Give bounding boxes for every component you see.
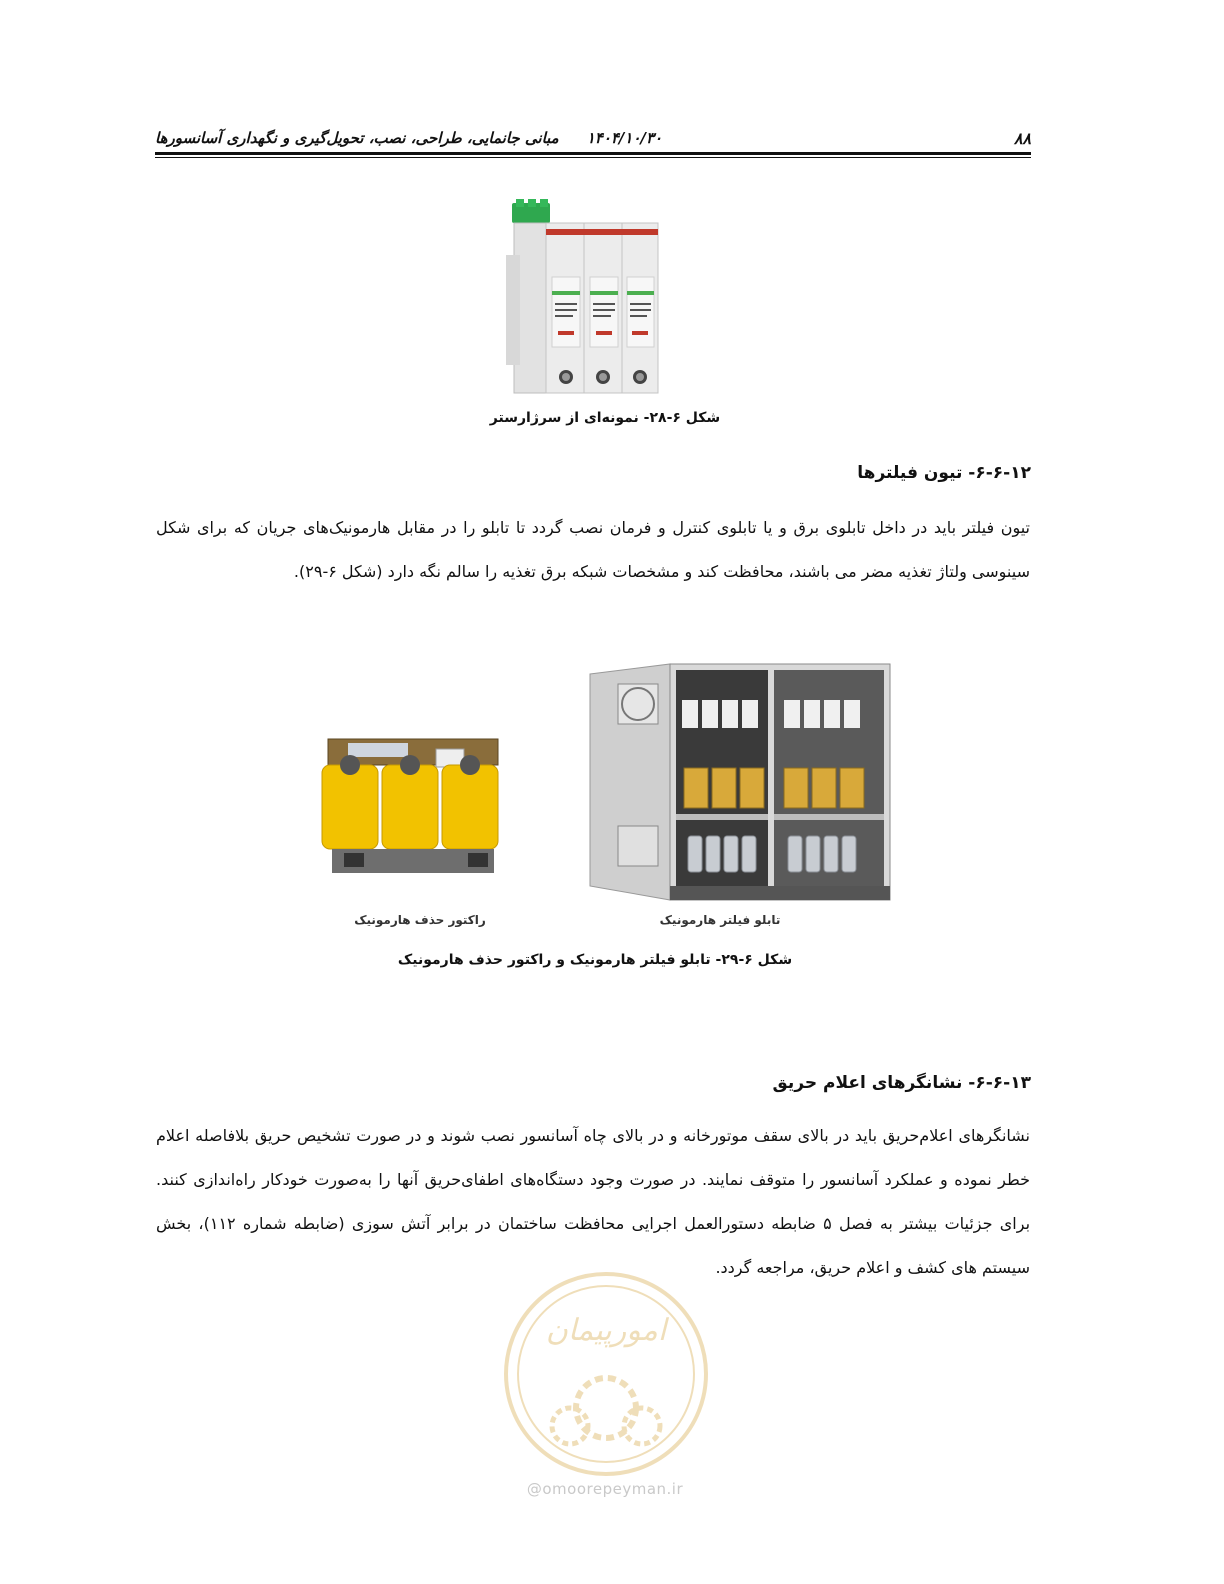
harmonic-reactor-image [318,735,508,880]
harmonic-filter-panel-label: تابلو فیلتر هارمونیک [659,913,781,927]
section-12-paragraph: تیون فیلتر باید در داخل تابلوی برق و یا تابلوی کنترل و فرمان نصب گردد تا تابلو را در مقابل هارمونیک‌های جریان که برای شکل سینوسی ولتاژ تغذیه مضر می باشند، محافظت کند و مشخصات شبکه برق تغذیه را سالم نگه دارد (شکل ۶-۲۹). [156,518,1030,581]
figure-28-caption: شکل ۶-۲۸- نمونه‌ای از سرژارستر [489,410,721,426]
watermark-logo-text: امورپیمان [545,1313,667,1348]
header-rule-thick [155,152,1031,155]
header-rule-thin [155,157,1031,158]
watermark-url: @omoorepeyman.ir [526,1480,684,1498]
figure-29-caption: شکل ۶-۲۹- تابلو فیلتر هارمونیک و راکتور حذف هارمونیک [397,952,793,968]
section-13-paragraph: نشانگرهای اعلام‌حریق باید در بالای سقف موتورخانه و در بالای چاه آسانسور نصب شوند و در صورت تشخیص حریق بلافاصله اعلام خطر نموده و عملکرد آسانسور را متوقف نمایند. در صورت وجود دستگاه‌های اطفای‌حریق آنها را به‌صورت خودکار راه‌اندازی کنند. برای جزئیات بیشتر به فصل ۵ ضابطه دستورالعمل اجرایی محافظت ساختمان در برابر آتش سوزی (ضابطه شماره ۱۱۲)، بخش سیستم های کشف و اعلام حریق، مراجعه گردد. [156,1126,1031,1277]
harmonic-filter-panel-image [588,660,894,908]
section-13-heading: ۶-۶-۱۳- نشانگرهای اعلام حریق [772,1073,1031,1093]
page-number: ۸۸ [1013,128,1031,148]
section-12-heading: ۶-۶-۱۲- تیون فیلترها [857,463,1031,483]
harmonic-reactor-label: راکتور حذف هارمونیک [354,913,486,927]
header-title-date [155,129,662,147]
watermark-logo [500,1268,712,1480]
surge-arrester-image [500,195,670,400]
book-title: مبانی جانمایی، طراحی، نصب، تحویل‌گیری و نگهداری آسانسورها [155,129,559,147]
header-date: ۱۴۰۴/۱۰/۳۰ [586,129,663,147]
